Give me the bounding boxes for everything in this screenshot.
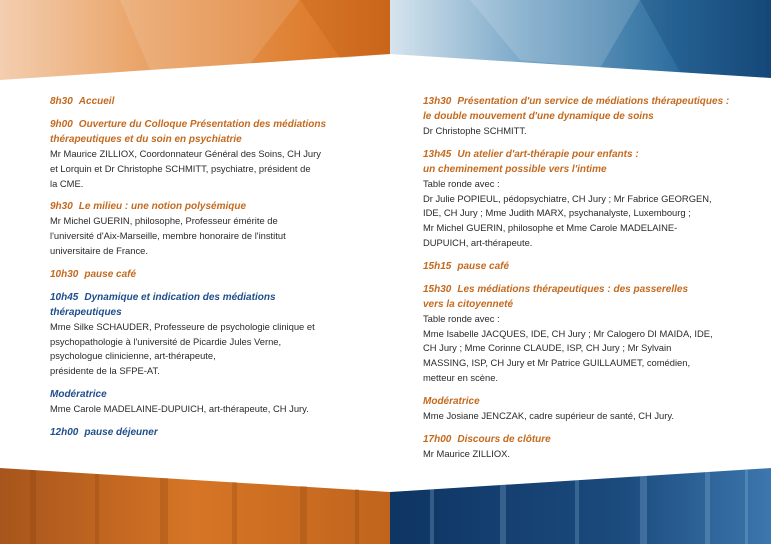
speaker-line: Table ronde avec : xyxy=(423,177,500,189)
session-title xyxy=(423,109,753,124)
session-time: 17h00 xyxy=(423,433,452,445)
speaker-line: Mme Isabelle JACQUES, IDE, CH Jury ; Mr Calogero DI MAIDA, IDE, xyxy=(423,327,713,339)
speaker-line: Mme Silke SCHAUDER, Professeure de psychologie clinique et xyxy=(50,320,315,332)
program-item xyxy=(50,425,370,440)
program-item xyxy=(50,290,370,379)
session-time: 13h30 xyxy=(423,96,452,107)
session-title-text: pause déjeuner xyxy=(84,426,158,438)
speaker-line: présidente de la SFPE-AT. xyxy=(50,365,160,377)
session-title xyxy=(50,267,370,282)
session-title xyxy=(50,199,370,214)
session-title xyxy=(50,132,370,147)
program-item xyxy=(50,267,370,282)
program-item xyxy=(423,259,753,274)
session-title xyxy=(423,297,753,312)
session-title xyxy=(423,259,753,274)
speaker-line: la CME. xyxy=(50,177,84,189)
session-time: 15h30 xyxy=(423,283,452,295)
session-time: 13h45 xyxy=(423,148,452,160)
session-title-text: thérapeutiques et du soin en psychiatrie xyxy=(50,134,242,145)
speaker-line: universitaire de France. xyxy=(50,244,148,256)
session-time: 15h15 xyxy=(423,260,452,272)
speaker-line: Mr Maurice ZILLIOX, Coordonnateur Général des Soins, CH Jury xyxy=(50,148,321,159)
speaker-line: et Lorquin et Dr Christophe SCHMITT, psychiatre, président de xyxy=(50,162,311,174)
program-item xyxy=(423,282,753,386)
program-item xyxy=(50,117,370,191)
program-column-right xyxy=(423,94,753,469)
session-speakers xyxy=(50,320,370,379)
speaker-line: Mme Carole MADELAINE-DUPUICH, art-thérapeute, CH Jury. xyxy=(50,402,309,414)
session-speakers xyxy=(50,402,370,417)
session-title-text: Présentation d'un service de médiations thérapeutiques : xyxy=(457,96,730,107)
speaker-line: IDE, CH Jury ; Mme Judith MARX, psychanalyste, Luxembourg ; xyxy=(423,207,691,219)
session-speakers xyxy=(50,214,370,258)
speaker-line: Dr Christophe SCHMITT. xyxy=(423,125,527,136)
speaker-line: Mr Michel GUERIN, philosophe, Professeur émérite de xyxy=(50,215,278,227)
session-speakers xyxy=(423,447,753,462)
session-title-text: Un atelier d'art-thérapie pour enfants : xyxy=(457,148,639,160)
speaker-line: CH Jury ; Mme Corinne CLAUDE, ISP, CH Jury ; Mr Sylvain xyxy=(423,342,672,354)
session-time: 9h30 xyxy=(50,201,73,213)
session-title xyxy=(50,425,370,440)
session-title xyxy=(423,147,753,162)
program-item xyxy=(423,394,753,424)
program-item xyxy=(423,94,753,139)
session-title xyxy=(50,290,370,305)
session-title-text: Les médiations thérapeutiques : des passerelles xyxy=(457,283,688,295)
speaker-line: Table ronde avec : xyxy=(423,312,500,324)
session-speakers xyxy=(423,177,753,251)
session-title xyxy=(50,94,370,109)
session-time: 10h30 xyxy=(50,268,79,280)
session-time: 8h30 xyxy=(50,96,73,107)
speaker-line: DUPUICH, art-thérapeute. xyxy=(423,236,533,248)
speaker-line: Mr Maurice ZILLIOX. xyxy=(423,447,510,459)
session-speakers xyxy=(423,409,753,424)
session-time: 10h45 xyxy=(50,291,79,303)
session-title xyxy=(423,94,753,109)
program-item xyxy=(50,199,370,258)
session-title-text: Accueil xyxy=(78,96,115,107)
session-title-text: Discours de clôture xyxy=(457,433,551,445)
moderator-label: Modératrice xyxy=(423,395,480,407)
session-title-text: pause café xyxy=(84,268,137,280)
session-speakers xyxy=(50,147,370,191)
speaker-line: Mr Michel GUERIN, philosophe et Mme Carole MADELAINE- xyxy=(423,222,678,234)
session-title-text: Dynamique et indication des médiations xyxy=(84,291,276,303)
session-title-text: le double mouvement d'une dynamique de soins xyxy=(423,111,654,122)
session-speakers xyxy=(423,124,753,139)
speaker-line: Mme Josiane JENCZAK, cadre supérieur de santé, CH Jury. xyxy=(423,409,674,421)
bottom-right-band xyxy=(390,468,771,544)
session-title-text: Ouverture du Colloque Présentation des médiations xyxy=(78,119,327,130)
session-time: 9h00 xyxy=(50,119,73,130)
session-title xyxy=(50,305,370,320)
speaker-line: psychopathologie à l'université de Picardie Jules Verne, xyxy=(50,335,282,347)
session-title-text: thérapeutiques xyxy=(50,306,122,318)
speaker-line: metteur en scène. xyxy=(423,371,499,383)
program-item xyxy=(50,94,370,109)
session-title-text: un cheminement possible vers l'intime xyxy=(423,163,607,175)
session-title xyxy=(423,282,753,297)
session-speakers xyxy=(423,312,753,386)
program-item xyxy=(50,387,370,417)
speaker-line: Dr Julie POPIEUL, pédopsychiatre, CH Jury ; Mr Fabrice GEORGEN, xyxy=(423,192,712,204)
moderator-label: Modératrice xyxy=(50,388,107,400)
bottom-left-band xyxy=(0,468,390,544)
session-title xyxy=(50,117,370,132)
session-title xyxy=(423,162,753,177)
program-item xyxy=(423,432,753,462)
speaker-line: psychologue clinicienne, art-thérapeute, xyxy=(50,350,216,362)
speaker-line: l'université d'Aix-Marseille, membre honoraire de l'institut xyxy=(50,230,286,242)
session-title xyxy=(423,432,753,447)
session-title-text: pause café xyxy=(457,260,510,272)
program-item xyxy=(423,147,753,251)
session-title-text: vers la citoyenneté xyxy=(423,298,514,310)
session-time: 12h00 xyxy=(50,426,79,438)
session-title-text: Le milieu : une notion polysémique xyxy=(78,201,247,213)
speaker-line: MASSING, ISP, CH Jury et Mr Patrice GUILLAUMET, comédien, xyxy=(423,357,691,369)
program-column-left xyxy=(50,94,370,448)
